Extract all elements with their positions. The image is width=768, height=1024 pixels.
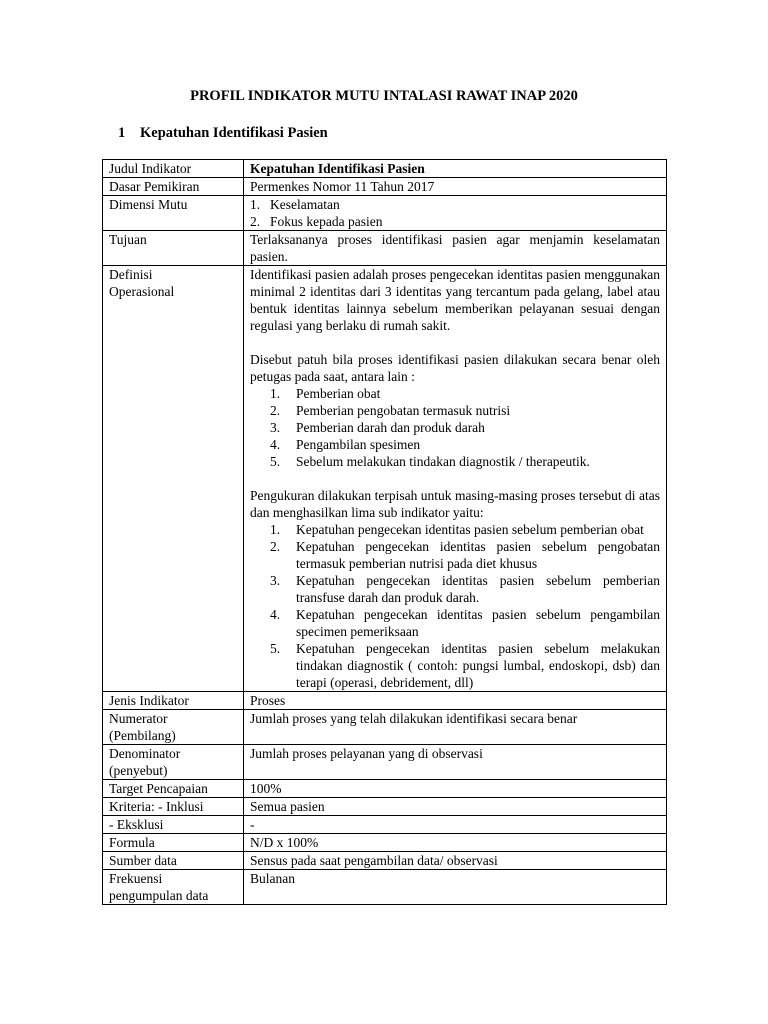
- sub-indikator-list: [250, 521, 660, 691]
- list-item: 4. Kepatuhan pengecekan identitas pasien sebelum pengambilan specimen pemeriksaan: [270, 607, 660, 639]
- row-label: Tujuan: [103, 231, 244, 266]
- row-tujuan: [103, 231, 667, 266]
- row-inklusi: [103, 798, 667, 816]
- row-label: Dasar Pemikiran: [103, 178, 244, 196]
- list-item: 2. Kepatuhan pengecekan identitas pasien sebelum pengobatan termasuk pemberian nutrisi pada diet khusus: [270, 539, 660, 571]
- definisi-paragraph-2: Disebut patuh bila proses identifikasi pasien dilakukan secara benar oleh petugas pada saat, antara lain :: [250, 352, 660, 384]
- row-target: [103, 780, 667, 798]
- row-value: -: [244, 816, 667, 834]
- row-label: [103, 745, 244, 780]
- row-label: Kriteria: - Inklusi: [103, 798, 244, 816]
- list-item: 3. Kepatuhan pengecekan identitas pasien sebelum pemberian transfuse darah dan produk darah.: [270, 573, 660, 605]
- row-value: Bulanan: [244, 870, 667, 905]
- row-sumber: [103, 852, 667, 870]
- list-item: 5. Kepatuhan pengecekan identitas pasien sebelum melakukan tindakan diagnostik ( contoh: pungsi lumbal, endoskopi, dsb) dan terapi (operasi, debridement, dll): [270, 641, 660, 690]
- row-value: N/D x 100%: [244, 834, 667, 852]
- definisi-paragraph-1: Identifikasi pasien adalah proses pengecekan identitas pasien menggunakan minimal 2 identitas dari 3 identitas yang tercantum pada gelang, label atau bentuk identitas lainnya sebelum memberikan pelayanan sesuai dengan regulasi yang berlaku di rumah sakit.: [250, 267, 660, 333]
- row-value: Proses: [244, 692, 667, 710]
- row-denominator: [103, 745, 667, 780]
- row-value: [244, 196, 667, 231]
- row-label: [103, 266, 244, 692]
- list-item: 4. Pengambilan spesimen: [270, 437, 421, 452]
- row-judul: [103, 160, 667, 178]
- row-value: Terlaksananya proses identifikasi pasien agar menjamin keselamatan pasien.: [244, 231, 667, 266]
- section-number: 1: [118, 125, 126, 141]
- list-item: 2. Pemberian pengobatan termasuk nutrisi: [270, 403, 511, 418]
- label-line: pengumpulan data: [109, 888, 209, 903]
- section-title: Kepatuhan Identifikasi Pasien: [140, 125, 328, 141]
- list-item: 2. Fokus kepada pasien: [250, 214, 383, 229]
- definisi-paragraph-3: Pengukuran dilakukan terpisah untuk masing-masing proses tersebut di atas dan menghasilkan lima sub indikator yaitu:: [250, 488, 660, 520]
- row-dasar: [103, 178, 667, 196]
- row-dimensi: [103, 196, 667, 231]
- row-label: [103, 870, 244, 905]
- row-eksklusi: [103, 816, 667, 834]
- label-line: (penyebut): [109, 763, 168, 778]
- row-value: Jumlah proses pelayanan yang di observasi: [244, 745, 667, 780]
- label-line: Frekuensi: [109, 871, 163, 886]
- list-item: 5. Sebelum melakukan tindakan diagnostik / therapeutik.: [270, 454, 590, 469]
- row-label: Jenis Indikator: [103, 692, 244, 710]
- label-line: Definisi: [109, 267, 153, 282]
- row-numerator: [103, 710, 667, 745]
- patuh-list: [250, 385, 660, 470]
- row-value: [244, 266, 667, 692]
- row-definisi: [103, 266, 667, 692]
- label-line: Numerator: [109, 711, 168, 726]
- row-value: Semua pasien: [244, 798, 667, 816]
- row-value: Jumlah proses yang telah dilakukan identifikasi secara benar: [244, 710, 667, 745]
- row-value: Sensus pada saat pengambilan data/ observasi: [244, 852, 667, 870]
- dimensi-list: [250, 196, 660, 230]
- row-label: Target Pencapaian: [103, 780, 244, 798]
- row-value: Permenkes Nomor 11 Tahun 2017: [244, 178, 667, 196]
- row-label: - Eksklusi: [103, 816, 244, 834]
- row-frekuensi: [103, 870, 667, 905]
- row-label: Judul Indikator: [103, 160, 244, 178]
- indicator-table: [102, 159, 667, 905]
- row-label: Formula: [103, 834, 244, 852]
- row-value: 100%: [244, 780, 667, 798]
- label-line: (Pembilang): [109, 728, 176, 743]
- list-item: 1. Keselamatan: [250, 197, 340, 212]
- row-value: Kepatuhan Identifikasi Pasien: [244, 160, 667, 178]
- label-line: Operasional: [109, 284, 175, 299]
- list-item: 3. Pemberian darah dan produk darah: [270, 420, 485, 435]
- label-line: Denominator: [109, 746, 181, 761]
- row-formula: [103, 834, 667, 852]
- row-label: Sumber data: [103, 852, 244, 870]
- row-jenis: [103, 692, 667, 710]
- section-heading: [118, 125, 328, 142]
- list-item: 1. Kepatuhan pengecekan identitas pasien sebelum pemberian obat: [270, 522, 644, 537]
- document-title: PROFIL INDIKATOR MUTU INTALASI RAWAT INAP 2020: [190, 88, 578, 104]
- row-label: Dimensi Mutu: [103, 196, 244, 231]
- list-item: 1. Pemberian obat: [270, 386, 381, 401]
- row-label: [103, 710, 244, 745]
